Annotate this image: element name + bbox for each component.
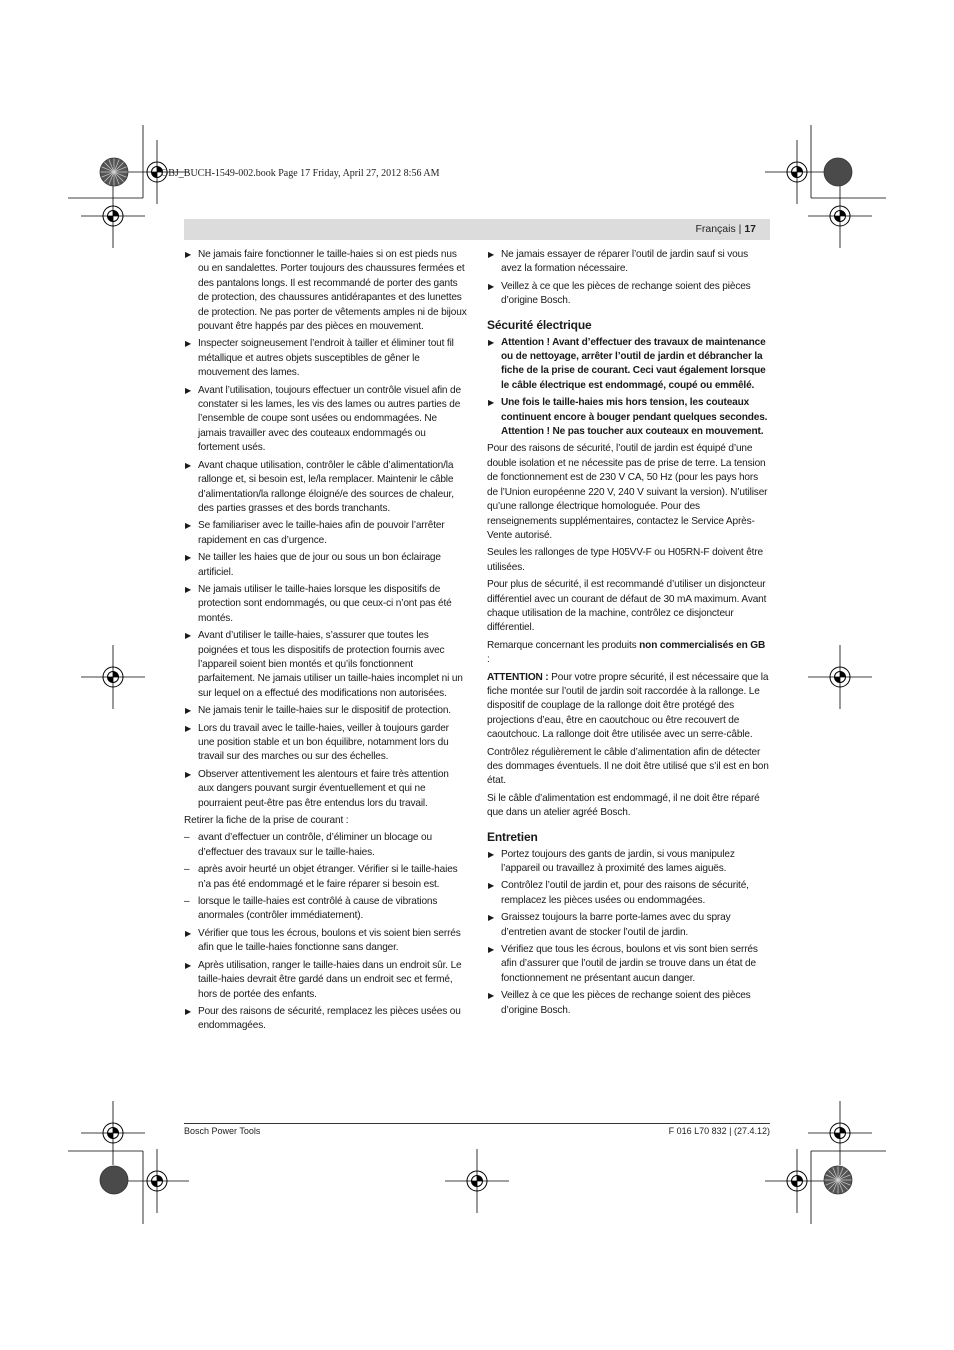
bullet-list-item (487, 336, 770, 394)
list-item-text: Ne jamais utiliser le taille-haies lorsque les dispositifs de protection sont endommagés, ou que ceux-ci n’ont pas été montés. (198, 583, 452, 624)
paragraph: Contrôlez régulièrement le câble d’alimentation afin de détecter des dommages éventuels. Il ne doit être utilisé que s’il est en bon état. (487, 746, 769, 787)
triangle-right-icon: ▶ (185, 1006, 192, 1016)
list-item-text: Pour des raisons de sécurité, remplacez les pièces usées ou endommagées. (198, 1005, 461, 1032)
triangle-right-icon: ▶ (488, 913, 495, 923)
paragraph: Retirer la fiche de la prise de courant : (184, 815, 349, 827)
text-run: : (487, 654, 490, 666)
bullet-list-item (184, 629, 467, 701)
text-run: Pour votre propre sécurité, il est nécessaire que la fiche montée sur l’outil de jardin soit raccordée à la rallonge. Le dispositif de couplage de la rallonge doit être protégé des projections d’eau, être en caoutchouc ou être recouvert de caoutchouc. La rallonge doit être utilisée avec un serre-câble. (487, 671, 769, 741)
list-item-text: avant d’effectuer un contrôle, d’éliminer un blocage ou d’effectuer des travaux sur le taille-haies. (198, 832, 432, 858)
bullet-list-item (184, 583, 467, 626)
list-item-text: Ne jamais faire fonctionner le taille-haies si on est pieds nus ou en sandalettes. Porter toujours des chaussures fermées et des pantalons longs. Il est recommandé de porter des gants de protection, des chaussures antidérapantes et des lunettes de protection. Ne pas porter de vêtements amples ni de bijoux pouvant être happés par des pièces en mouvement. (198, 249, 467, 333)
dash-marker: – (184, 864, 190, 876)
triangle-right-icon: ▶ (185, 928, 192, 938)
bullet-list-item (487, 911, 770, 940)
footer-rule (184, 1123, 770, 1124)
bullet-list-item (184, 722, 467, 765)
bullet-list-item (184, 248, 467, 334)
bullet-list-item (184, 704, 467, 718)
header-separator: | (738, 223, 742, 235)
list-item-text: Contrôlez l’outil de jardin et, pour des raisons de sécurité, remplacez les pièces usées ou endommagées. (501, 880, 749, 906)
list-item-text: Graissez toujours la barre porte-lames avec du spray d’entretien avant de stocker l’outil de jardin. (501, 912, 731, 938)
paragraph (487, 639, 770, 668)
dash-list-item (184, 831, 467, 860)
triangle-right-icon: ▶ (185, 584, 192, 594)
paragraph (487, 671, 770, 743)
bullet-list-item (487, 248, 770, 277)
bullet-list-item (184, 519, 467, 548)
triangle-right-icon: ▶ (488, 337, 495, 347)
triangle-right-icon: ▶ (488, 281, 495, 291)
list-item-text: Avant l’utilisation, toujours effectuer un contrôle visuel afin de constater si les lames, les vis des lames ou autres parties de l’ensemble de coupe sont usées ou endommagées. Ne jamais travailler avec des couteaux endommagés ou fortement usés. (198, 384, 461, 454)
list-item-text: Ne tailler les haies que de jour ou sous un bon éclairage artificiel. (198, 552, 441, 578)
list-item-text: Ne jamais essayer de réparer l’outil de jardin sauf si vous avez la formation nécessaire. (501, 249, 748, 275)
paragraph: Seules les rallonges de type H05VV-F ou H05RN-F doivent être utilisées. (487, 547, 764, 573)
list-item-text: Une fois le taille-haies mis hors tension, les couteaux continuent encore à bouger pendant quelques secondes. Attention ! Ne pas toucher aux couteaux en mouvement. (501, 397, 768, 438)
bullet-list-item (487, 943, 770, 986)
dash-marker: – (184, 896, 190, 908)
list-item-text: Avant chaque utilisation, contrôler le câble d’alimentation/la rallonge et, si besoin est, le/la remplacer. Maintenir le câble d’alimentation/la rallonge éloigné/e des sources de chaleur, des parties grasses et des bords tranchants. (198, 459, 454, 514)
triangle-right-icon: ▶ (185, 250, 192, 259)
list-item-text: Portez toujours des gants de jardin, si vous manipulez l’appareil ou travaillez à proximité des lames aiguës. (501, 848, 735, 875)
list-item-text: Ne jamais tenir le taille-haies sur le dispositif de protection. (198, 705, 451, 717)
list-item-text: Observer attentivement les alentours et faire très attention aux dangers pouvant surgir éventuellement et qui ne pourraient peut-être pas être entendus lors du travail. (198, 768, 449, 809)
list-item-text: Inspecter soigneusement l’endroit à tailler et éliminer tout fil métallique et autres objets susceptibles de gêner le mouvement des lames. (198, 338, 454, 379)
header-text (695, 223, 756, 235)
triangle-right-icon: ▶ (488, 849, 495, 859)
list-item-text: Avant d’utiliser le taille-haies, s’assurer que toutes les poignées et tous les dispositifs de protection fournis avec l’appareil soient bien montés et qu’ils fonctionnent parfaitement. Ne jamais utiliser un taille-haies incomplet ni un sur lequel on a effectué des modifications non autorisées. (198, 630, 463, 699)
section-heading: Sécurité électrique (487, 317, 592, 332)
bullet-list-item (184, 337, 467, 380)
bullet-list-item (487, 396, 770, 439)
bullet-list-item (487, 879, 770, 908)
page-number: 17 (744, 223, 756, 235)
footer-doc-id: F 016 L70 832 | (27.4.12) (668, 1126, 770, 1136)
footer-brand: Bosch Power Tools (184, 1126, 261, 1136)
left-column (184, 248, 467, 1037)
bullet-list-item (184, 959, 467, 1002)
bullet-list-item (184, 1005, 467, 1034)
triangle-right-icon: ▶ (185, 631, 192, 641)
dash-list-item (184, 895, 467, 924)
triangle-right-icon: ▶ (185, 769, 192, 779)
bullet-list-item (184, 768, 467, 811)
list-item-text: Attention ! Avant d’effectuer des travaux de maintenance ou de nettoyage, arrêter l’outil de jardin et débrancher la fiche de la prise de courant. Ceci vaut également lorsque le câble électrique est endommagé, coupé ou emmêlé. (501, 336, 766, 391)
paragraph: Pour des raisons de sécurité, l’outil de jardin est équipé d’une double isolation et ne nécessite pas de prise de terre. La tension de fonctionnement est de 230 V CA, 50 Hz (pour les pays hors de l’Union européenne 220 V, 240 V suivant la version). N’utiliser qu’une rallonge électrique homologuée. Pour des renseignements supplémentaires, contactez le Service Après-Vente autorisé. (487, 443, 768, 541)
bullet-list-item (487, 280, 770, 309)
text-run: Remarque concernant les produits (487, 639, 640, 651)
list-item-text: lorsque le taille-haies est contrôlé à cause de vibrations anormales (contrôler immédiatement). (198, 896, 438, 922)
bullet-list-item (184, 459, 467, 517)
list-item-text: Vérifier que tous les écrous, boulons et vis soient bien serrés afin que le taille-haies fonctionne sans danger. (198, 927, 461, 954)
list-item-text: Vérifiez que tous les écrous, boulons et vis sont bien serrés afin d’assurer que l’outil de jardin se trouve dans un état de fonctionnement ne présentant aucun danger. (501, 944, 758, 984)
triangle-right-icon: ▶ (185, 553, 192, 563)
triangle-right-icon: ▶ (488, 945, 495, 955)
triangle-right-icon: ▶ (488, 881, 495, 891)
triangle-right-icon: ▶ (185, 960, 192, 970)
triangle-right-icon: ▶ (185, 706, 192, 716)
bullet-list-item (487, 989, 770, 1018)
triangle-right-icon: ▶ (185, 339, 192, 349)
dash-list-item (184, 863, 467, 892)
list-item-text: Lors du travail avec le taille-haies, veiller à toujours garder une position stable et un bon équilibre, notamment lors du travail sur des marches ou sur des échelles. (198, 722, 449, 763)
bold-text: non commercialisés en GB (639, 639, 766, 651)
list-item-text: Veillez à ce que les pièces de rechange soient des pièces d’origine Bosch. (501, 280, 751, 307)
triangle-right-icon: ▶ (488, 991, 495, 1001)
list-item-text: après avoir heurté un objet étranger. Vérifier si le taille-haies n’a pas été endommagé et le faire réparer si besoin est. (198, 864, 458, 890)
triangle-right-icon: ▶ (488, 398, 495, 408)
list-item-text: Veillez à ce que les pièces de rechange soient des pièces d’origine Bosch. (501, 990, 751, 1016)
list-item-text: Se familiariser avec le taille-haies afin de pouvoir l’arrêter rapidement en cas d’urgence. (198, 520, 445, 546)
right-column (487, 248, 770, 1021)
dash-marker: – (184, 832, 190, 844)
triangle-right-icon: ▶ (185, 460, 192, 470)
paragraph: Si le câble d’alimentation est endommagé, il ne doit être réparé que dans un atelier agréé Bosch. (487, 792, 760, 819)
list-item-text: Après utilisation, ranger le taille-haies dans un endroit sûr. Le taille-haies devrait être gardé dans un endroit sec et fermé, hors de portée des enfants. (198, 959, 462, 1000)
bullet-list-item (184, 927, 467, 956)
triangle-right-icon: ▶ (185, 521, 192, 531)
triangle-right-icon: ▶ (488, 250, 495, 259)
paragraph: Pour plus de sécurité, il est recommandé d’utiliser un disjoncteur différentiel avec un courant de défaut de 30 mA maximum. Avant chaque utilisation de la machine, contrôlez ce disjoncteur différentiel. (487, 579, 767, 634)
page-header (184, 219, 770, 240)
section-heading: Entretien (487, 829, 538, 844)
bullet-list-item (487, 848, 770, 877)
triangle-right-icon: ▶ (185, 385, 192, 395)
bullet-list-item (184, 551, 467, 580)
header-language: Français (695, 223, 736, 235)
print-info: OBJ_BUCH-1549-002.book Page 17 Friday, April 27, 2012 8:56 AM (161, 168, 440, 179)
bold-text: ATTENTION : (487, 671, 549, 683)
triangle-right-icon: ▶ (185, 723, 192, 733)
bullet-list-item (184, 384, 467, 456)
